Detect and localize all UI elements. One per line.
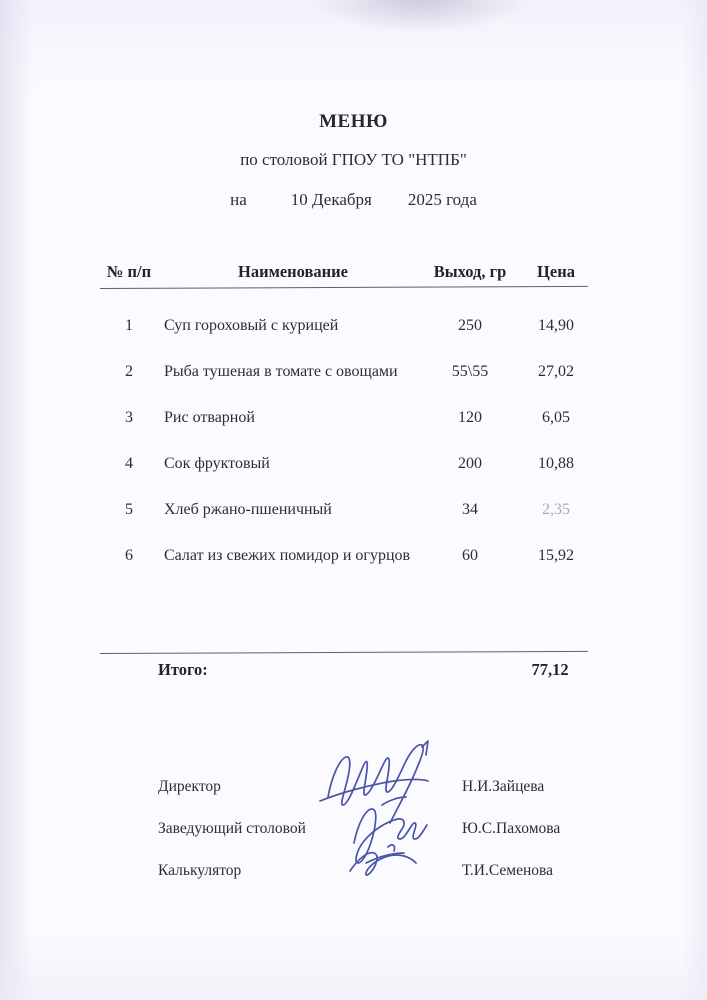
cell-number: 2 (125, 363, 133, 380)
signature-role: Директор (158, 778, 221, 795)
cell-output: 200 (458, 455, 482, 472)
page-title: МЕНЮ (319, 111, 388, 132)
cell-price: 6,05 (542, 409, 570, 426)
cell-number: 5 (125, 501, 133, 518)
table-body (100, 303, 588, 579)
cell-price: 10,88 (538, 455, 574, 472)
cell-number: 3 (125, 409, 133, 426)
table-row (100, 303, 588, 349)
cell-output: 34 (462, 501, 478, 518)
column-header-price: Цена (537, 262, 575, 281)
signature-row (158, 860, 588, 902)
table-row (100, 487, 588, 533)
total-label: Итого: (158, 660, 208, 679)
cell-name: Хлеб ржано-пшеничный (164, 501, 332, 518)
cell-number: 6 (125, 547, 133, 564)
table-row (100, 533, 588, 579)
cell-name: Рыба тушеная в томате с овощами (164, 363, 398, 380)
cell-output: 60 (462, 547, 478, 564)
dateline-year: 2025 года (407, 190, 477, 209)
cell-price: 15,92 (538, 547, 574, 564)
column-header-number: № п/п (106, 262, 152, 281)
table-row (100, 395, 588, 441)
signature-row (158, 818, 588, 860)
cell-name: Салат из свежих помидор и огурцов (164, 547, 411, 564)
table-row (100, 349, 588, 395)
scan-shadow-artifact (255, 0, 585, 60)
signature-row (158, 776, 588, 818)
signature-role: Заведующий столовой (158, 820, 306, 837)
signature-role: Калькулятор (158, 862, 242, 879)
signature-name: Т.И.Семенова (462, 862, 553, 879)
total-value: 77,12 (531, 660, 569, 679)
cell-price: 14,90 (538, 317, 574, 334)
document-subtitle: по столовой ГПОУ ТО "НТПБ" (240, 150, 467, 169)
cell-name: Суп гороховый с курицей (164, 317, 339, 334)
column-header-name: Наименование (238, 262, 348, 281)
cell-output: 250 (458, 317, 482, 334)
scan-tint-bottom (0, 930, 707, 1000)
cell-name: Сок фруктовый (164, 455, 270, 472)
total-divider-rule (100, 653, 588, 654)
cell-price: 27,02 (538, 363, 574, 380)
cell-price: 2,35 (542, 501, 570, 518)
cell-output: 55\55 (451, 363, 489, 380)
signature-name: Ю.С.Пахомова (462, 820, 561, 837)
menu-table (100, 262, 588, 579)
table-row (100, 441, 588, 487)
column-header-output: Выход, гр (433, 262, 507, 281)
document-dateline (0, 190, 707, 210)
dateline-prefix: на (230, 190, 247, 209)
table-header-row (100, 262, 588, 288)
signature-name: Н.И.Зайцева (462, 778, 545, 795)
total-row (100, 660, 588, 680)
cell-name: Рис отварной (164, 409, 255, 426)
cell-output: 120 (458, 409, 482, 426)
signature-block (158, 776, 588, 902)
cell-number: 1 (125, 317, 133, 334)
scan-tint-top (0, 0, 707, 96)
cell-number: 4 (125, 455, 133, 472)
dateline-date: 10 Декабря (290, 190, 372, 209)
